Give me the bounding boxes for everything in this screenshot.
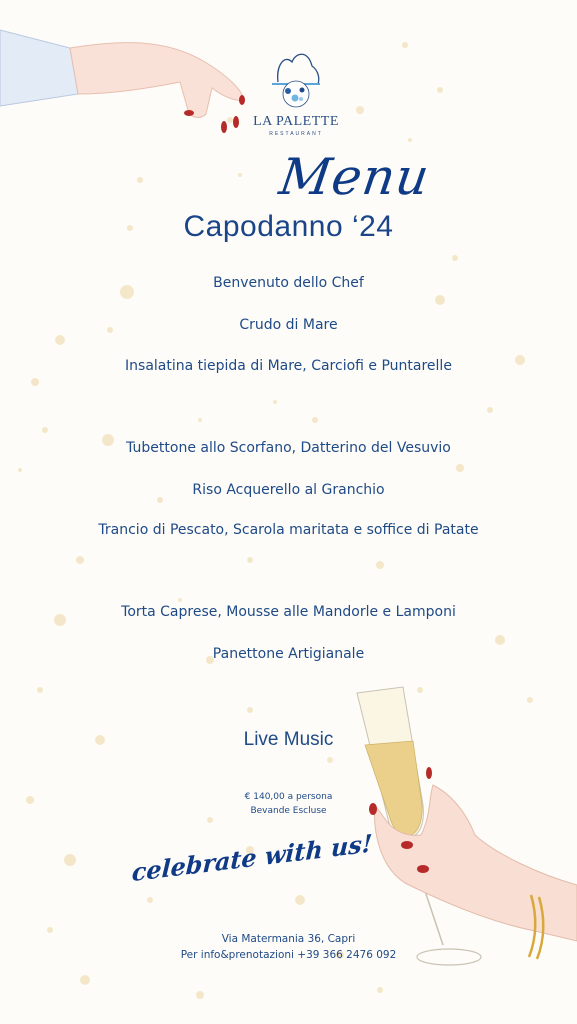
celebrate-tagline: celebrate with us! (131, 828, 374, 888)
restaurant-logo (248, 48, 344, 138)
course-item: Trancio di Pescato, Scarola maritata e soffice di Patate (98, 522, 479, 538)
course-item: Insalatina tiepida di Mare, Carciofi e Puntarelle (125, 358, 452, 374)
footer-address: Via Matermania 36, Capri (221, 933, 356, 945)
price-text: € 140,00 a persona (244, 792, 333, 802)
course-item: Panettone Artigianale (212, 646, 365, 662)
logo-subtitle: RESTAURANT (269, 131, 323, 137)
course-item: Torta Caprese, Mousse alle Mandorle e Lamponi (121, 604, 456, 620)
menu-script-heading: Menu (275, 148, 434, 206)
hand-sprinkle-illustration (0, 10, 255, 140)
champagne-glass-illustration (345, 685, 577, 985)
footer-contact: Per info&prenotazioni +39 366 2476 092 (180, 949, 397, 961)
course-item: Benvenuto dello Chef (213, 275, 364, 291)
live-music-label: Live Music (243, 729, 334, 750)
drinks-note: Bevande Escluse (250, 806, 327, 816)
palette-logo-icon (268, 48, 324, 108)
course-item: Riso Acquerello al Granchio (192, 482, 385, 498)
logo-name: LA PALETTE (253, 114, 339, 129)
course-item: Crudo di Mare (239, 317, 338, 333)
event-title: Capodanno ‘24 (183, 210, 394, 243)
course-item: Tubettone allo Scorfano, Datterino del Vesuvio (126, 440, 451, 456)
